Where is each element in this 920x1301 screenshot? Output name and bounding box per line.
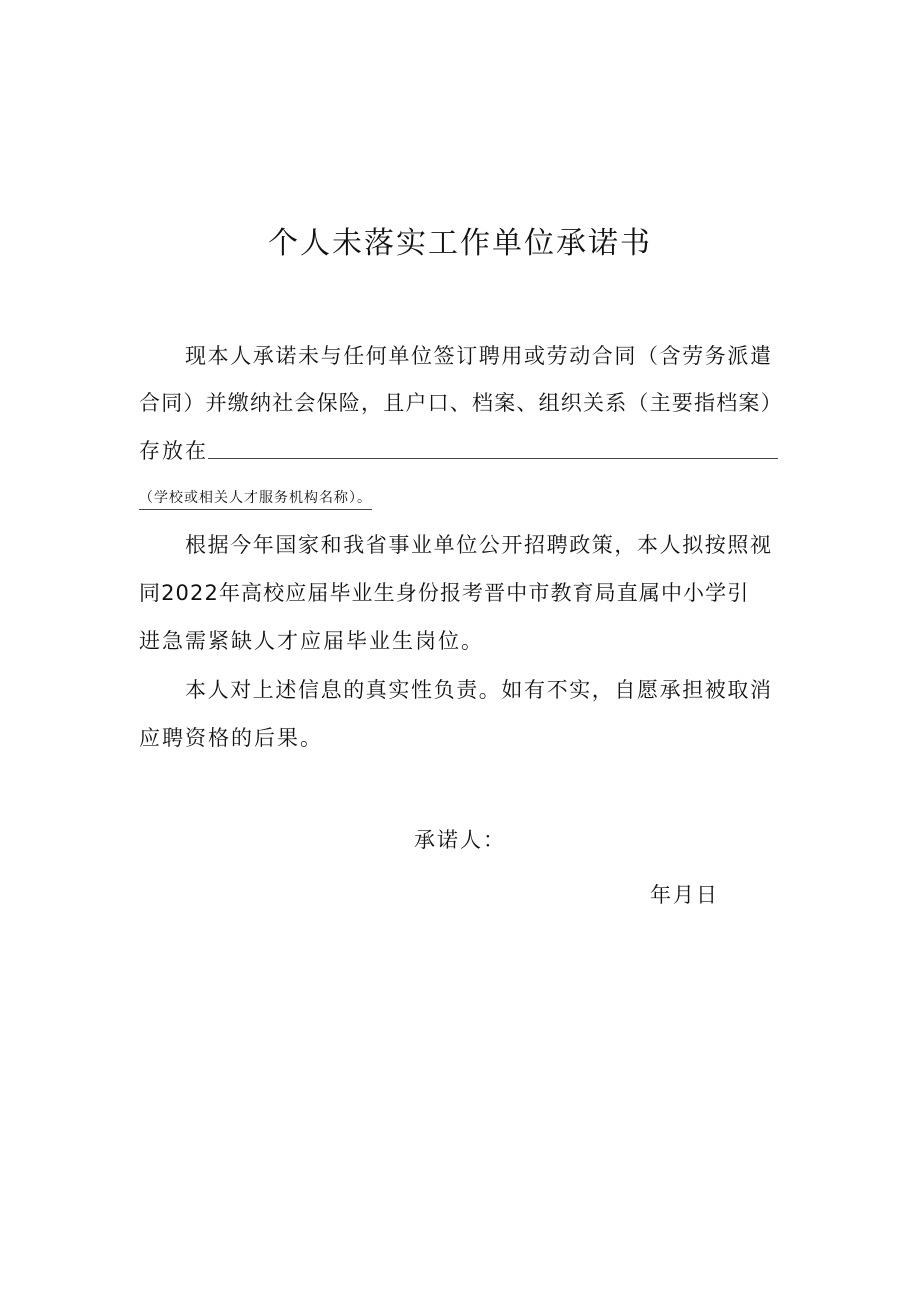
paragraph-1-line-1: 现本人承诺未与任何单位签订聘用或劳动合同（含劳务派遣 xyxy=(185,344,773,368)
paragraph-1-line-2: 合同）并缴纳社会保险，且户口、档案、组织关系（主要指档案） xyxy=(139,391,783,415)
paragraph-1-line-3: 存放在 xyxy=(139,439,208,463)
paragraph-2-line-1: 根据今年国家和我省事业单位公开招聘政策，本人拟按照视 xyxy=(185,533,773,557)
blank-note: （学校或相关人才服务机构名称）。 xyxy=(139,488,372,510)
document-title: 个人未落实工作单位承诺书 xyxy=(268,226,652,261)
paragraph-3-line-1: 本人对上述信息的真实性负责。如有不实，自愿承担被取消 xyxy=(185,678,773,702)
fill-in-blank-line xyxy=(208,458,778,459)
signer-label: 承诺人： xyxy=(414,828,506,852)
paragraph-2-line-3: 进急需紧缺人才应届毕业生岗位。 xyxy=(139,629,484,653)
date-label: 年月日 xyxy=(650,883,719,907)
paragraph-2-line-2: 同2022年高校应届毕业生身份报考晋中市教育局直属中小学引 xyxy=(139,581,750,605)
paragraph-3-line-2: 应聘资格的后果。 xyxy=(139,726,323,750)
